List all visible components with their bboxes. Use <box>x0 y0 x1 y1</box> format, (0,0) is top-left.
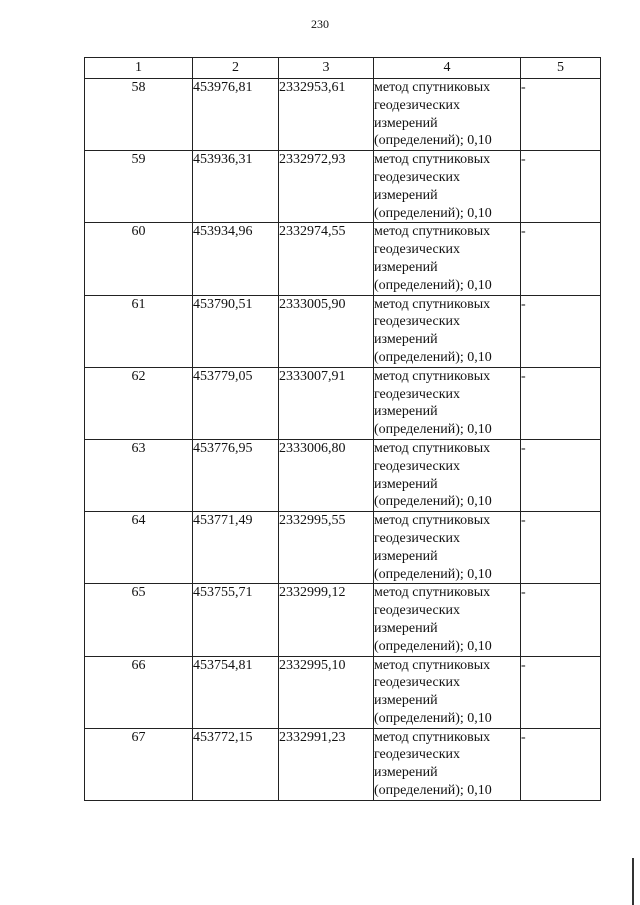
point-number-cell: 58 <box>85 79 193 151</box>
column-header-5: 5 <box>521 58 601 79</box>
y-coordinate-cell: 2332972,93 <box>279 151 374 223</box>
note-cell: - <box>521 295 601 367</box>
method-cell: метод спутниковых геодезических измерений (определений); 0,10 <box>374 728 521 800</box>
method-cell: метод спутниковых геодезических измерений (определений); 0,10 <box>374 512 521 584</box>
point-number-cell: 60 <box>85 223 193 295</box>
y-coordinate-cell: 2332991,23 <box>279 728 374 800</box>
x-coordinate-cell: 453755,71 <box>193 584 279 656</box>
coordinates-table <box>84 57 601 801</box>
note-cell: - <box>521 656 601 728</box>
x-coordinate-cell: 453976,81 <box>193 79 279 151</box>
point-number-cell: 65 <box>85 584 193 656</box>
x-coordinate-cell: 453771,49 <box>193 512 279 584</box>
point-number-cell: 63 <box>85 439 193 511</box>
y-coordinate-cell: 2333007,91 <box>279 367 374 439</box>
method-cell: метод спутниковых геодезических измерений (определений); 0,10 <box>374 223 521 295</box>
table-row <box>85 656 601 728</box>
x-coordinate-cell: 453772,15 <box>193 728 279 800</box>
note-cell: - <box>521 151 601 223</box>
method-cell: метод спутниковых геодезических измерений (определений); 0,10 <box>374 367 521 439</box>
note-cell: - <box>521 367 601 439</box>
column-header-4: 4 <box>374 58 521 79</box>
column-header-1: 1 <box>85 58 193 79</box>
x-coordinate-cell: 453934,96 <box>193 223 279 295</box>
note-cell: - <box>521 584 601 656</box>
method-cell: метод спутниковых геодезических измерений (определений); 0,10 <box>374 295 521 367</box>
y-coordinate-cell: 2332999,12 <box>279 584 374 656</box>
point-number-cell: 64 <box>85 512 193 584</box>
x-coordinate-cell: 453776,95 <box>193 439 279 511</box>
table-row <box>85 367 601 439</box>
table-row <box>85 512 601 584</box>
point-number-cell: 61 <box>85 295 193 367</box>
note-cell: - <box>521 439 601 511</box>
table-row <box>85 439 601 511</box>
table-row <box>85 295 601 367</box>
y-coordinate-cell: 2332974,55 <box>279 223 374 295</box>
point-number-cell: 66 <box>85 656 193 728</box>
y-coordinate-cell: 2332995,10 <box>279 656 374 728</box>
method-cell: метод спутниковых геодезических измерений (определений); 0,10 <box>374 439 521 511</box>
x-coordinate-cell: 453754,81 <box>193 656 279 728</box>
method-cell: метод спутниковых геодезических измерений (определений); 0,10 <box>374 656 521 728</box>
note-cell: - <box>521 79 601 151</box>
note-cell: - <box>521 728 601 800</box>
y-coordinate-cell: 2332995,55 <box>279 512 374 584</box>
table-row <box>85 223 601 295</box>
y-coordinate-cell: 2333006,80 <box>279 439 374 511</box>
y-coordinate-cell: 2333005,90 <box>279 295 374 367</box>
column-header-2: 2 <box>193 58 279 79</box>
point-number-cell: 59 <box>85 151 193 223</box>
table-row <box>85 584 601 656</box>
method-cell: метод спутниковых геодезических измерений (определений); 0,10 <box>374 151 521 223</box>
edge-mark <box>632 858 634 905</box>
table-row <box>85 79 601 151</box>
point-number-cell: 67 <box>85 728 193 800</box>
table-header-row <box>85 58 601 79</box>
x-coordinate-cell: 453779,05 <box>193 367 279 439</box>
column-header-3: 3 <box>279 58 374 79</box>
note-cell: - <box>521 223 601 295</box>
x-coordinate-cell: 453790,51 <box>193 295 279 367</box>
y-coordinate-cell: 2332953,61 <box>279 79 374 151</box>
note-cell: - <box>521 512 601 584</box>
method-cell: метод спутниковых геодезических измерений (определений); 0,10 <box>374 79 521 151</box>
table-row <box>85 151 601 223</box>
x-coordinate-cell: 453936,31 <box>193 151 279 223</box>
point-number-cell: 62 <box>85 367 193 439</box>
method-cell: метод спутниковых геодезических измерений (определений); 0,10 <box>374 584 521 656</box>
table-row <box>85 728 601 800</box>
page-number: 230 <box>311 17 329 31</box>
